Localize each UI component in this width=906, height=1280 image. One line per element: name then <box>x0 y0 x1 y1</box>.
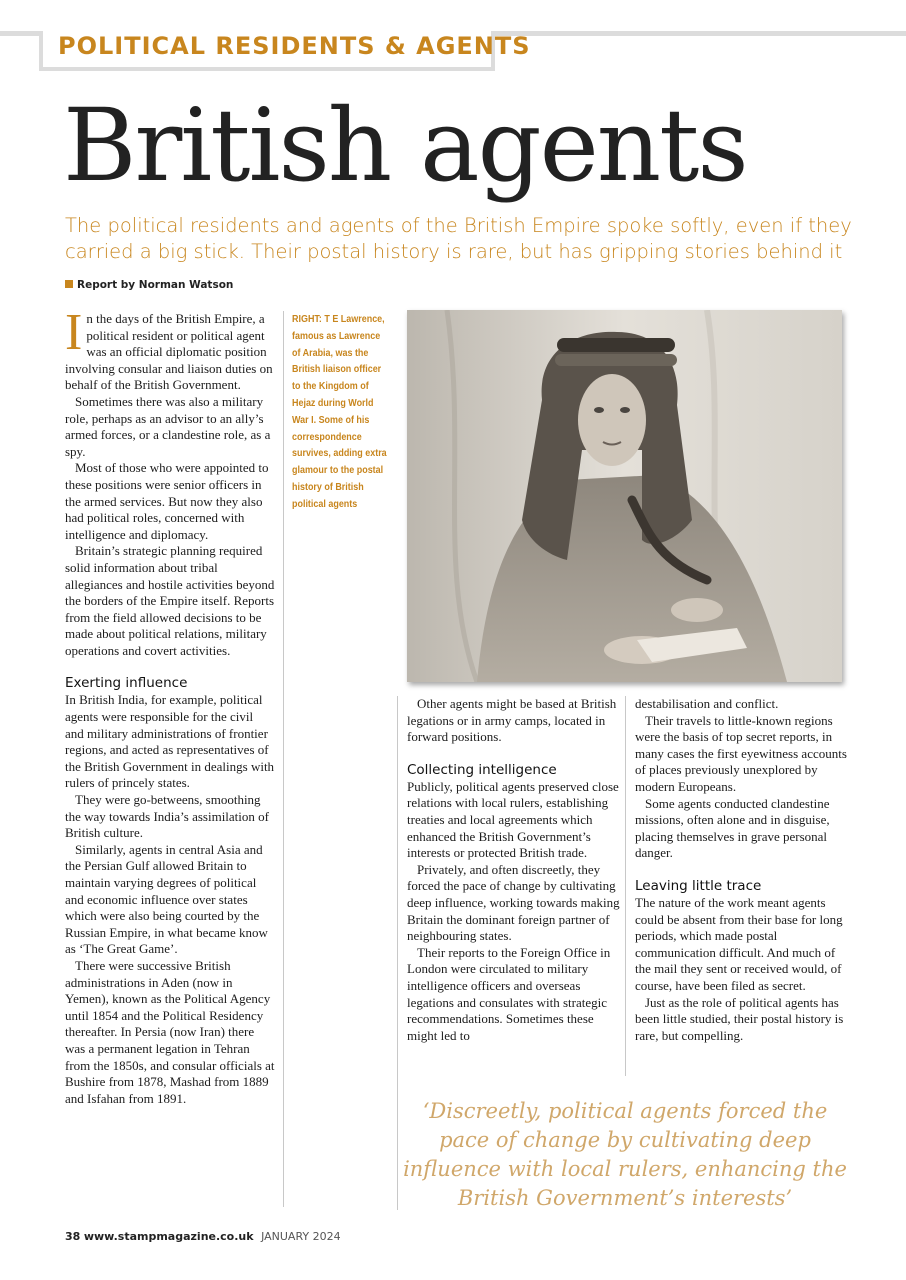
issue-date: JANUARY 2024 <box>261 1230 341 1243</box>
page-number: 38 <box>65 1230 81 1243</box>
subheading: Exerting influence <box>65 675 188 692</box>
paragraph: destabilisation and conflict. <box>635 696 779 711</box>
pull-quote: ‘Discreetly, political agents forced the pace of change by cultivating deep influence with local rulers, enhancing the British Government’s interests’ <box>403 1099 847 1210</box>
paragraph: Their travels to little-known regions were the basis of top secret reports, in many cases the first eyewitness accounts of places previously unexplored by modern Europeans. <box>635 712 847 794</box>
paragraph: Most of those who were appointed to these positions were senior officers in the armed services. But now they also had political roles, concerned with intelligence and diplomacy. <box>65 460 269 542</box>
paragraph: Their reports to the Foreign Office in London were circulated to military intelligence officers and overseas legations and consulates with strategic recommendations. Sometimes these might led to <box>407 944 611 1043</box>
column-divider <box>397 696 398 1210</box>
paragraph: Britain’s strategic planning required solid information about tribal allegiances and hostile activities beyond the borders of the Empire itself. Reports from the field allowed decisions to be made about political relations, military operations and covert activities. <box>65 543 275 658</box>
column-divider <box>625 696 626 1076</box>
subheading: Leaving little trace <box>635 877 762 894</box>
paragraph: Publicly, political agents preserved close relations with local rulers, establishing treaties and local agreements which enhanced the British Government’s interests or protected British trade. <box>407 778 619 861</box>
portrait-photo <box>407 310 842 682</box>
paragraph: Other agents might be based at British legations or in army camps, located in forward positions. <box>407 696 617 745</box>
byline <box>65 279 233 291</box>
footer <box>65 1230 341 1243</box>
paragraph: Sometimes there was also a military role, perhaps as an advisor to an ally’s armed forces, or a clandestine role, as a spy. <box>65 393 271 459</box>
website-link[interactable]: www.stampmagazine.co.uk <box>83 1230 254 1243</box>
byline-square-icon <box>65 280 73 288</box>
subheading: Collecting intelligence <box>407 761 557 778</box>
headline: British agents <box>63 87 747 204</box>
section-label: POLITICAL RESIDENTS & AGENTS <box>58 32 531 60</box>
column-divider <box>283 311 284 1207</box>
column-1 <box>65 304 275 1107</box>
drop-cap: I <box>65 304 83 361</box>
photo-caption: RIGHT: T E Lawrence, famous as Lawrence of Arabia, was the British liaison officer to the Kingdom of Hejaz during World War I. Some of his correspondence survives, adding extra glamour to the postal history of British political agents <box>292 314 387 510</box>
paragraph: Just as the role of political agents has been little studied, their postal history is rare, but compelling. <box>635 994 844 1043</box>
standfirst: The political residents and agents of the British Empire spoke softly, even if they carried a big stick. Their postal history is rare, but has gripping stories behind it <box>65 214 852 263</box>
column-2 <box>407 696 621 1044</box>
paragraph: In British India, for example, political agents were responsible for the civil and military administrations of frontier regions, and acted as representatives of the British Government in dealings with rulers of princely states. <box>65 692 275 791</box>
paragraph: Similarly, agents in central Asia and the Persian Gulf allowed Britain to maintain varying degrees of political and economic influence over states which were also being courted by the Russian Empire, in what became know as ‘The Great Game’. <box>65 841 268 957</box>
column-3 <box>635 696 850 1044</box>
byline-text: Report by Norman Watson <box>77 279 234 291</box>
paragraph: In the days of the British Empire, a political resident or political agent was an official diplomatic position involving consular and liaison duties on behalf of the British Government. <box>65 304 273 393</box>
paragraph: They were go-betweens, smoothing the way towards India’s assimilation of British culture. <box>65 792 269 841</box>
paragraph: Privately, and often discreetly, they forced the pace of change by cultivating deep influence, working towards making Britain the dominant foreign partner of neighbouring states. <box>407 861 620 944</box>
paragraph: Some agents conducted clandestine missions, often alone and in disguise, placing themselves in grave personal danger. <box>635 795 830 861</box>
paragraph: The nature of the work meant agents could be absent from their base for long periods, which made postal communication difficult. And much of the mail they sent or received would, of course, have been filed as secret. <box>635 894 843 993</box>
paragraph: There were successive British administrations in Aden (now in Yemen), known as the Political Agency until 1854 and the Political Residency thereafter. In Persia (now Iran) there was a permanent legation in Tehran from the 1850s, and consular officials at Bushire from 1878, Mashad from 1889 and Isfahan from 1891. <box>65 957 275 1106</box>
portrait-icon <box>407 310 842 682</box>
